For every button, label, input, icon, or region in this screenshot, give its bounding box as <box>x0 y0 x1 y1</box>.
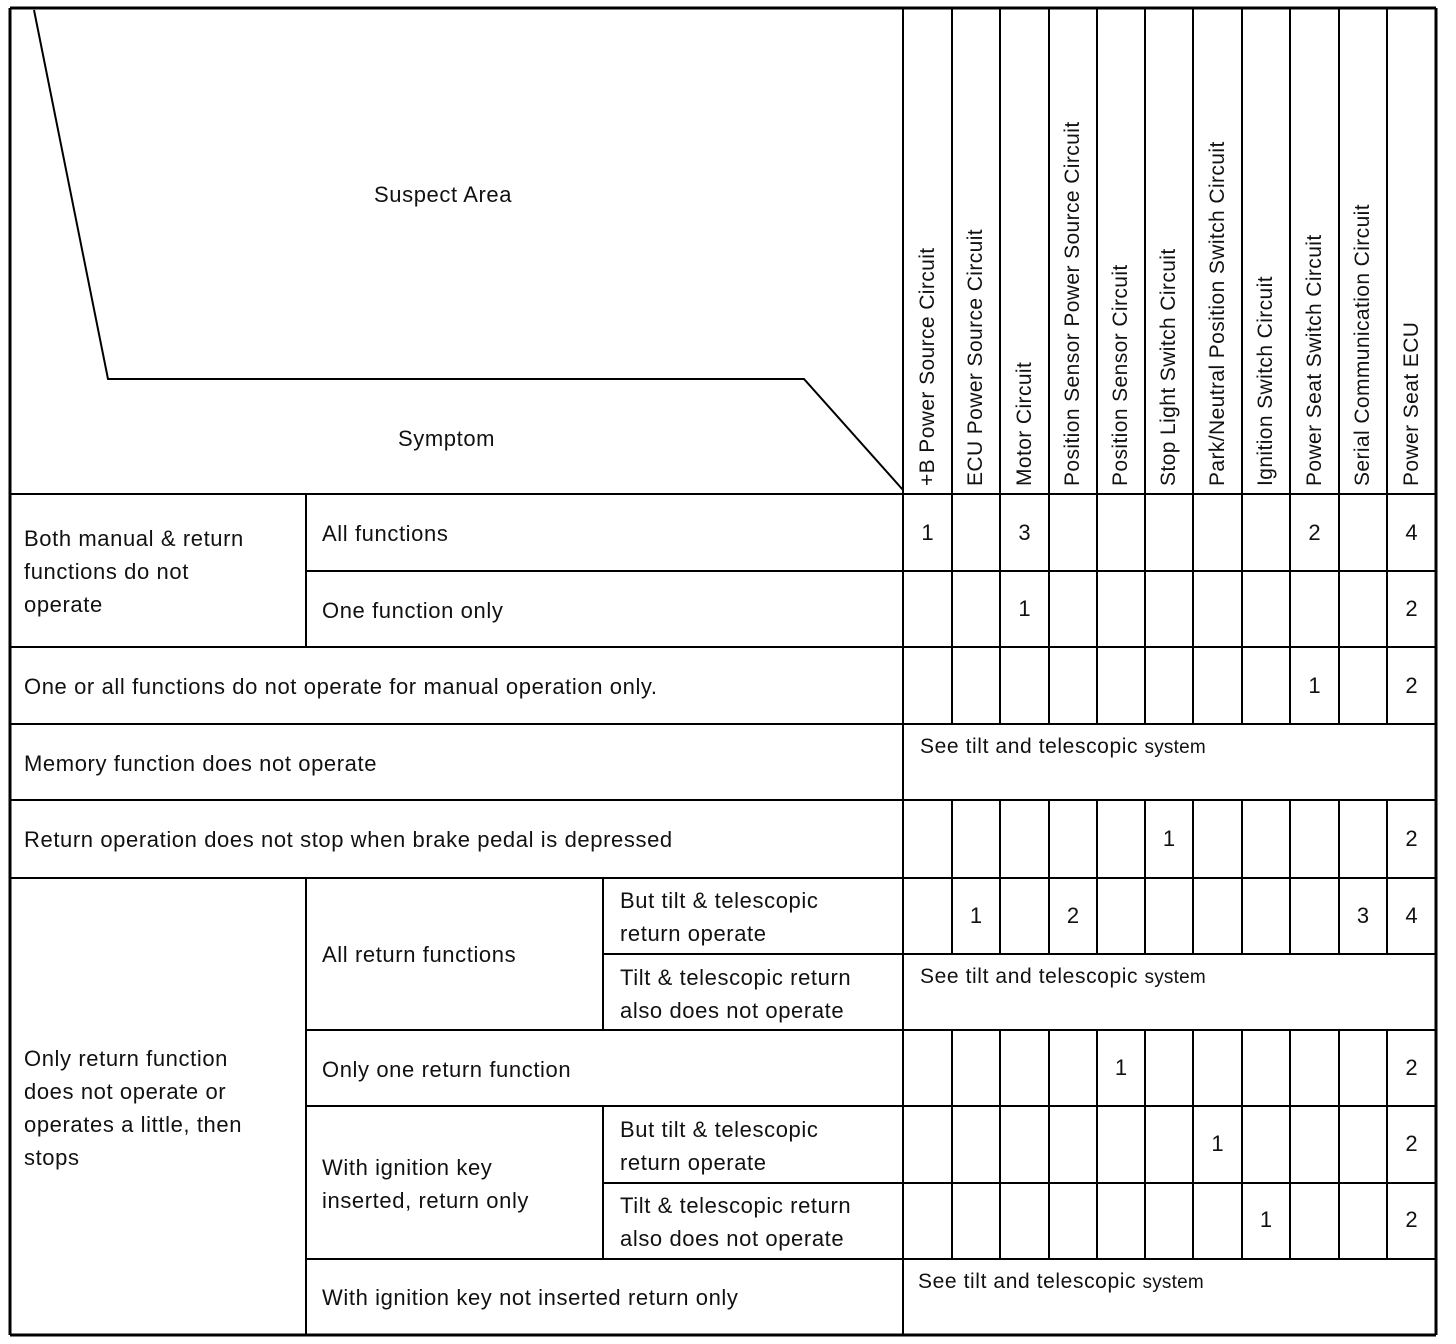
label-line: Both manual & return <box>24 526 244 551</box>
note-tail: system <box>1144 737 1206 758</box>
priority-number: 1 <box>1211 1131 1224 1156</box>
column-header: ECU Power Source Circuit <box>964 228 987 486</box>
label-line: also does not operate <box>620 998 845 1023</box>
symptom-all-functions: All functions <box>322 521 449 546</box>
note-main: See tilt and telescopic <box>920 735 1139 758</box>
priority-number: 2 <box>1066 903 1080 928</box>
symptom-ignition-key-inserted <box>322 1151 529 1217</box>
label-line: Tilt & telescopic return <box>620 965 852 990</box>
column-header: Power Seat Switch Circuit <box>1302 234 1326 486</box>
label-line: also does not operate <box>620 1226 845 1251</box>
symptom-label: Symptom <box>398 426 496 451</box>
priority-number: 2 <box>1405 596 1418 621</box>
priority-number: 2 <box>1405 826 1418 851</box>
note-main: See tilt and telescopic <box>920 965 1139 988</box>
symptom-tilt-also-not-1 <box>620 961 851 1027</box>
symptom-tilt-also-not-2 <box>620 1189 851 1255</box>
label-line: With ignition key <box>322 1155 493 1180</box>
priority-number: 1 <box>1018 596 1031 621</box>
label-line: functions do not <box>24 559 189 584</box>
symptom-only-return <box>24 1042 242 1174</box>
priority-number: 1 <box>921 520 934 545</box>
priority-number: 1 <box>1114 1055 1128 1080</box>
column-header: Serial Communication Circuit <box>1351 204 1374 486</box>
label-line: return operate <box>620 921 767 946</box>
symptom-but-tilt-operate-2 <box>620 1113 818 1179</box>
priority-number: 1 <box>1259 1207 1273 1232</box>
priority-number: 2 <box>1405 1131 1418 1156</box>
symptom-one-function-only: One function only <box>322 598 504 623</box>
priority-number: 1 <box>1162 826 1176 851</box>
column-header: Power Seat ECU <box>1399 321 1423 486</box>
see-tilt-note-memory <box>920 735 1206 759</box>
column-header: Ignition Switch Circuit <box>1254 276 1277 486</box>
priority-number: 2 <box>1405 1207 1418 1232</box>
symptom-brake: Return operation does not stop when brake pedal is depressed <box>24 827 673 852</box>
label-line: But tilt & telescopic <box>620 888 819 913</box>
priority-number: 3 <box>1356 903 1370 928</box>
label-line: inserted, return only <box>322 1188 530 1213</box>
label-line: But tilt & telescopic <box>620 1117 819 1142</box>
label-line: Tilt & telescopic return <box>620 1193 852 1218</box>
see-tilt-note-return <box>920 965 1206 989</box>
label-line: stops <box>24 1145 80 1170</box>
label-line: Only return function <box>24 1046 228 1071</box>
symptom-both-manual-return <box>24 522 244 621</box>
suspect-area-label: Suspect Area <box>374 182 513 207</box>
column-header: Park/Neutral Position Switch Circuit <box>1205 141 1229 486</box>
priority-number: 4 <box>1405 520 1418 545</box>
note-tail: system <box>1142 1272 1204 1293</box>
priority-number: 2 <box>1405 673 1418 698</box>
priority-number: 2 <box>1405 1055 1418 1080</box>
note-main: See tilt and telescopic <box>918 1270 1137 1293</box>
column-header: Motor Circuit <box>1012 361 1036 486</box>
priority-number: 1 <box>1308 673 1321 698</box>
see-tilt-note-key-not-inserted <box>918 1270 1204 1294</box>
note-tail: system <box>1144 967 1206 988</box>
symptom-all-return-functions: All return functions <box>322 942 517 967</box>
column-header: +B Power Source Circuit <box>915 247 939 486</box>
priority-number: 3 <box>1018 520 1031 545</box>
header-diagonal-line <box>34 10 903 490</box>
priority-number: 4 <box>1405 903 1418 928</box>
column-header: Position Sensor Power Source Circuit <box>1061 121 1084 486</box>
priority-number: 2 <box>1308 520 1321 545</box>
column-header: Position Sensor Circuit <box>1109 264 1132 486</box>
label-line: operate <box>24 592 103 617</box>
symptom-memory: Memory function does not operate <box>24 751 378 776</box>
symptom-only-one-return: Only one return function <box>322 1057 572 1082</box>
label-line: operates a little, then <box>24 1112 243 1137</box>
symptom-manual-only: One or all functions do not operate for manual operation only. <box>24 674 658 699</box>
symptom-ignition-key-not-inserted: With ignition key not inserted return only <box>322 1285 739 1310</box>
column-header: Stop Light Switch Circuit <box>1157 248 1180 486</box>
symptom-but-tilt-operate-1 <box>620 884 818 950</box>
label-line: return operate <box>620 1150 767 1175</box>
priority-number: 1 <box>969 903 983 928</box>
label-line: does not operate or <box>24 1079 227 1104</box>
